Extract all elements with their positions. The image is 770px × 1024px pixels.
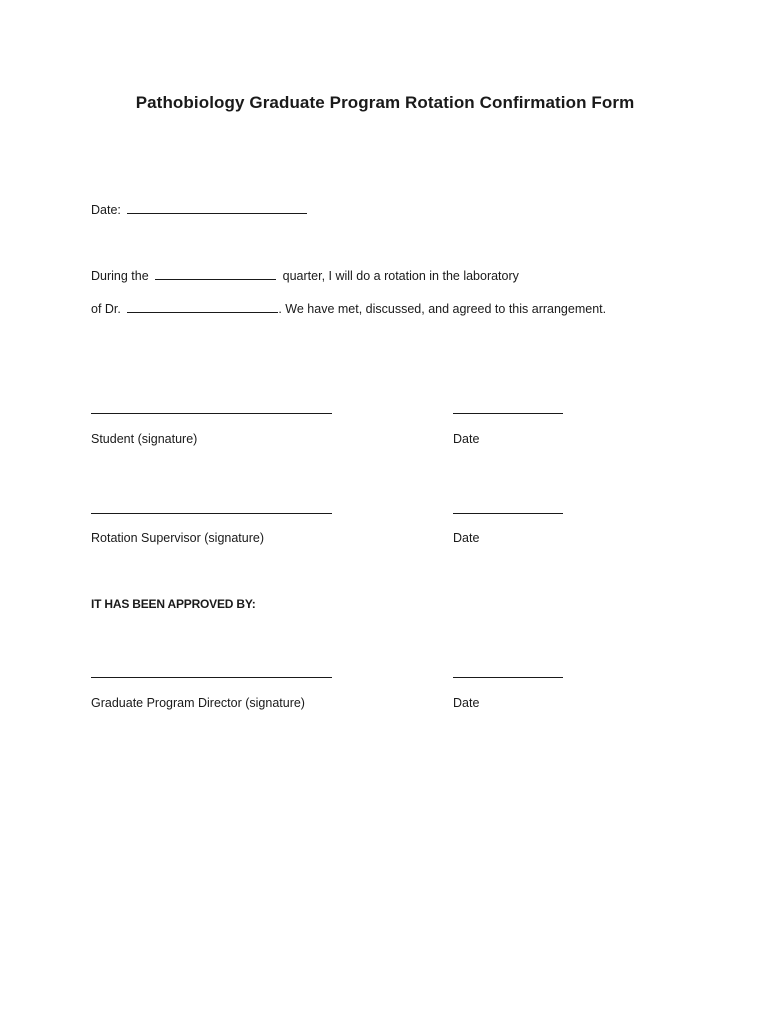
student-date-label: Date (453, 432, 480, 446)
supervisor-signature-label: Rotation Supervisor (signature) (91, 531, 264, 545)
student-signature-label: Student (signature) (91, 432, 198, 446)
form-title: Pathobiology Graduate Program Rotation Confirmation Form (135, 93, 635, 112)
date-label: Date: (91, 203, 121, 217)
approved-heading: IT HAS BEEN APPROVED BY: (91, 597, 256, 611)
quarter-blank[interactable] (155, 268, 276, 280)
doctor-blank[interactable] (127, 301, 278, 313)
date-blank[interactable] (127, 202, 307, 214)
of-suffix: . We have met, discussed, and agreed to this arrangement. (278, 302, 607, 316)
supervisor-date-line[interactable] (453, 513, 563, 514)
director-signature-line[interactable] (91, 677, 332, 678)
student-date-line[interactable] (453, 413, 563, 414)
supervisor-signature-line[interactable] (91, 513, 332, 514)
doctor-sentence (91, 301, 606, 316)
director-date-label: Date (453, 696, 480, 710)
during-prefix: During the (91, 269, 149, 283)
of-prefix: of Dr. (91, 302, 121, 316)
date-field-row (91, 202, 307, 217)
director-signature-label: Graduate Program Director (signature) (91, 696, 305, 710)
quarter-sentence (91, 268, 519, 283)
during-suffix: quarter, I will do a rotation in the laboratory (282, 269, 519, 283)
student-signature-line[interactable] (91, 413, 332, 414)
supervisor-date-label: Date (453, 531, 480, 545)
director-date-line[interactable] (453, 677, 563, 678)
